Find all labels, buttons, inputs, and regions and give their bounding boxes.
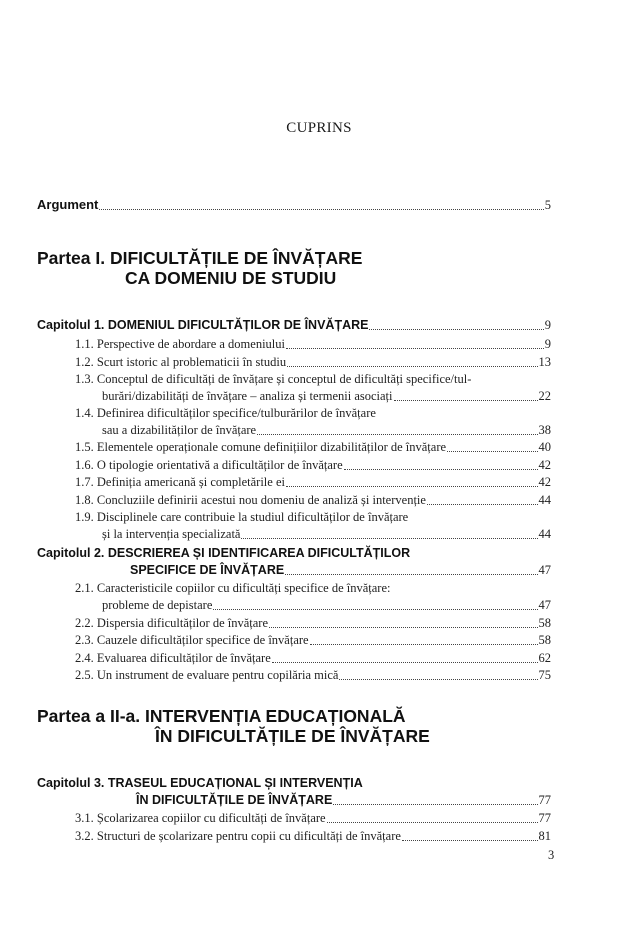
item-text: Structuri de școlarizare pentru copii cu dificultăți de învățare — [96, 829, 401, 843]
dot-leader — [344, 469, 538, 470]
toc-item[interactable] — [75, 616, 551, 631]
item-text: Cauzele dificultăților specifice de învățare — [96, 633, 309, 647]
dot-leader — [333, 804, 537, 805]
dot-leader — [287, 366, 537, 367]
dot-leader — [241, 538, 537, 539]
item-number: 2.4. — [75, 651, 94, 665]
item-page: 44 — [538, 527, 551, 541]
item-text: Perspective de abordare a domeniului — [96, 337, 285, 351]
item-text: Scurt istoric al problematicii în studiu — [96, 355, 287, 369]
item-number: 2.2. — [75, 616, 94, 630]
toc-item[interactable] — [75, 651, 551, 666]
item-number: 1.5. — [75, 440, 94, 454]
item-page: 62 — [538, 651, 551, 665]
toc-item-continuation[interactable] — [102, 598, 551, 613]
item-text: Disciplinele care contribuie la studiul dificultăților de învățare — [96, 510, 409, 524]
toc-item[interactable] — [75, 440, 551, 455]
item-text: Școlarizarea copiilor cu dificultăți de învățare — [96, 811, 326, 825]
item-text: Un instrument de evaluare pentru copilăria mică — [96, 668, 339, 682]
toc-item-multiline[interactable] — [75, 510, 408, 525]
item-page: 22 — [538, 389, 551, 403]
item-page: 38 — [538, 423, 551, 437]
item-text: Caracteristicile copiilor cu dificultăți specifice de învățare: — [96, 581, 391, 595]
item-page: 13 — [538, 355, 551, 369]
dot-leader — [213, 609, 537, 610]
dot-leader — [447, 451, 537, 452]
part-heading-1-line2: CA DOMENIU DE STUDIU — [125, 268, 337, 288]
item-text: Evaluarea dificultăților de învățare — [96, 651, 271, 665]
part-heading-2: Partea a II-a. INTERVENȚIA EDUCAȚIONALĂ — [37, 706, 406, 726]
item-text: Dispersia dificultăților de învățare — [96, 616, 268, 630]
dot-leader — [402, 840, 538, 841]
toc-item[interactable] — [75, 633, 551, 648]
dot-leader — [394, 400, 538, 401]
item-page: 81 — [538, 829, 551, 843]
toc-item[interactable] — [75, 458, 551, 473]
dot-leader — [257, 434, 537, 435]
toc-item-multiline[interactable] — [75, 406, 376, 421]
toc-chapter-1[interactable] — [37, 318, 551, 333]
dot-leader — [310, 644, 538, 645]
item-number: 1.2. — [75, 355, 94, 369]
chapter-title-continued: SPECIFICE DE ÎNVĂȚARE — [130, 563, 285, 577]
toc-item[interactable] — [75, 355, 551, 370]
item-number: 2.3. — [75, 633, 94, 647]
dot-leader — [327, 822, 538, 823]
item-page: 44 — [538, 493, 551, 507]
item-number: 3.1. — [75, 811, 94, 825]
item-text: Definiția americană și completările ei — [96, 475, 285, 489]
toc-item[interactable] — [75, 811, 551, 826]
item-number: 1.7. — [75, 475, 94, 489]
item-number: 2.5. — [75, 668, 94, 682]
item-number: 1.9. — [75, 510, 94, 524]
item-text: O tipologie orientativă a dificultăților de învățare — [96, 458, 343, 472]
toc-item[interactable] — [75, 829, 551, 844]
item-number: 1.1. — [75, 337, 94, 351]
item-number: 1.6. — [75, 458, 94, 472]
item-number: 2.1. — [75, 581, 94, 595]
part-heading-2-line2: ÎN DIFICULTĂȚILE DE ÎNVĂȚARE — [155, 726, 430, 746]
chapter-title-continued: ÎN DIFICULTĂȚILE DE ÎNVĂȚARE — [136, 793, 333, 807]
toc-entry-argument[interactable] — [37, 197, 551, 213]
part-heading-1: Partea I. DIFICULTĂȚILE DE ÎNVĂȚARE — [37, 248, 363, 268]
item-number: 1.8. — [75, 493, 94, 507]
item-number: 1.3. — [75, 372, 94, 386]
toc-item-continuation[interactable] — [102, 527, 551, 542]
item-page: 9 — [544, 337, 551, 351]
item-page: 42 — [538, 475, 551, 489]
contents-title: CUPRINS — [286, 120, 352, 136]
toc-item[interactable] — [75, 475, 551, 490]
chapter-page: 47 — [538, 563, 551, 577]
item-text-continued: burări/dizabilități de învățare – analiza și termenii asociați — [102, 389, 393, 403]
item-page: 47 — [538, 598, 551, 612]
dot-leader — [427, 504, 538, 505]
toc-item-multiline[interactable] — [75, 581, 391, 596]
toc-chapter-2-title[interactable]: Capitolul 2. DESCRIEREA ȘI IDENTIFICAREA DIFICULTĂȚILOR — [37, 546, 411, 560]
item-number: 3.2. — [75, 829, 94, 843]
item-text: Concluziile definirii acestui nou domeniu de analiză și intervenție — [96, 493, 426, 507]
dot-leader — [285, 574, 537, 575]
toc-item-continuation[interactable] — [102, 389, 551, 404]
item-page: 42 — [538, 458, 551, 472]
toc-item-multiline[interactable] — [75, 372, 471, 387]
toc-item[interactable] — [75, 668, 551, 683]
toc-item[interactable] — [75, 493, 551, 508]
toc-chapter-3[interactable] — [136, 793, 551, 808]
toc-item-continuation[interactable] — [102, 423, 551, 438]
item-page: 75 — [538, 668, 551, 682]
item-page: 58 — [538, 633, 551, 647]
dot-leader — [99, 209, 543, 210]
item-text: Definirea dificultăților specifice/tulburărilor de învățare — [96, 406, 376, 420]
chapter-page: 9 — [544, 318, 551, 332]
toc-chapter-2[interactable] — [130, 563, 551, 578]
item-number: 1.4. — [75, 406, 94, 420]
dot-leader — [269, 627, 538, 628]
item-text: Elementele operaționale comune definițiilor dizabilităților de învățare — [96, 440, 447, 454]
item-text-continued: sau a dizabilităților de învățare — [102, 423, 257, 437]
dot-leader — [286, 348, 544, 349]
item-text-continued: probleme de depistare — [102, 598, 213, 612]
dot-leader — [339, 679, 537, 680]
dot-leader — [272, 662, 538, 663]
item-page: 40 — [538, 440, 551, 454]
dot-leader — [369, 329, 543, 330]
toc-entry-page: 5 — [544, 198, 551, 212]
toc-item[interactable] — [75, 337, 551, 352]
item-page: 58 — [538, 616, 551, 630]
item-page: 77 — [538, 811, 551, 825]
page-number: 3 — [548, 848, 555, 862]
item-text: Conceptul de dificultăți de învățare și conceptul de dificultăți specifice/tul- — [96, 372, 472, 386]
dot-leader — [286, 486, 538, 487]
toc-entry-label: Argument — [37, 197, 99, 212]
chapter-title: Capitolul 1. DOMENIUL DIFICULTĂȚILOR DE ÎNVĂȚARE — [37, 318, 369, 332]
item-text-continued: și la intervenția specializată — [102, 527, 241, 541]
chapter-page: 77 — [538, 793, 551, 807]
toc-chapter-3-title[interactable]: Capitolul 3. TRASEUL EDUCAȚIONAL ȘI INTERVENȚIA — [37, 776, 363, 790]
